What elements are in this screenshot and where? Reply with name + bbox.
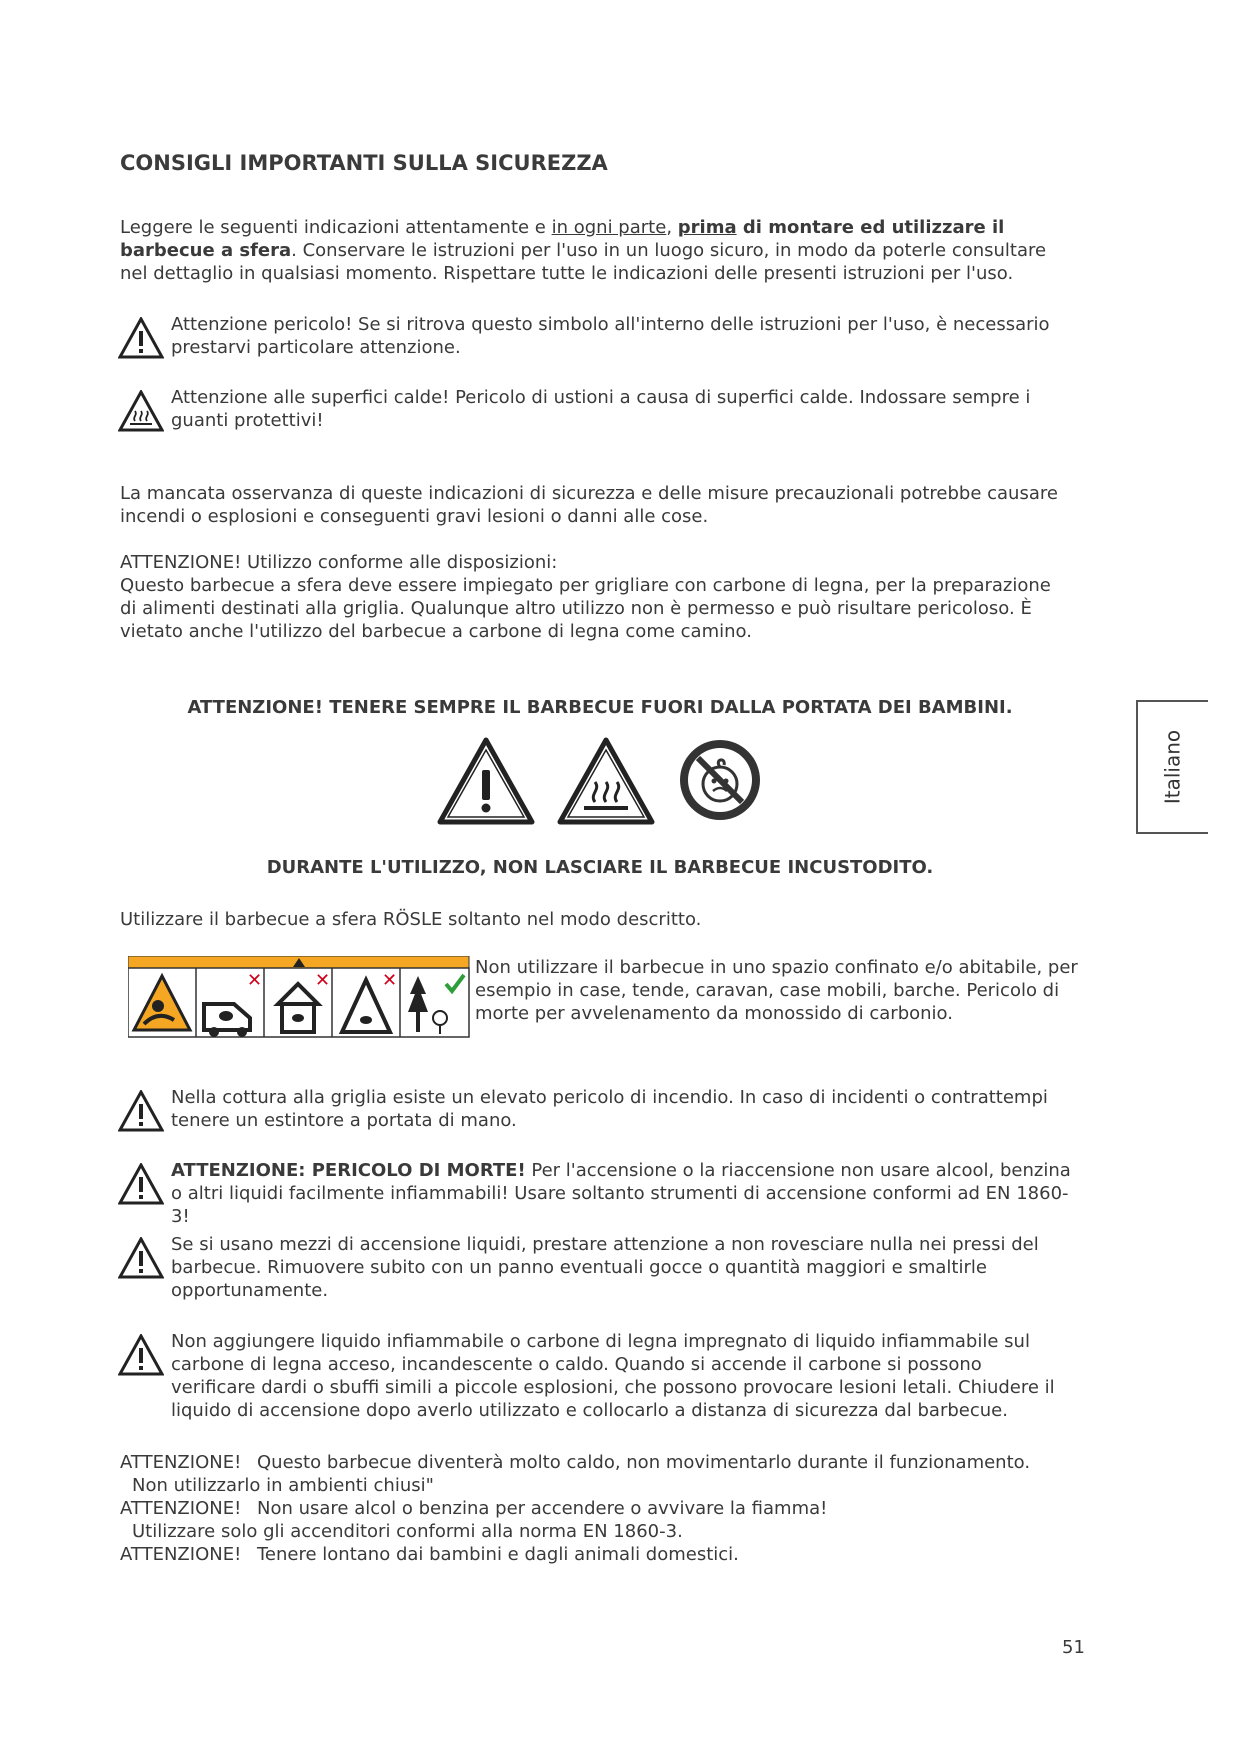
- intro-bold: di montare ed utilizzare il barbecue a sfera: [120, 217, 1005, 261]
- no-children-icon: [680, 740, 760, 820]
- intro-rest: . Conservare le istruzioni per l'uso in un luogo sicuro, in modo da poterle consultare nel dettaglio in qualsiasi momento. Rispettare tutte le indicazioni delle presenti istruzioni per l'uso.: [120, 240, 1047, 284]
- warning-triangle-icon: [118, 1163, 164, 1205]
- use-only-statement: Utilizzare il barbecue a sfera RÖSLE soltanto nel modo descritto.: [120, 909, 702, 930]
- page-number: 51: [1062, 1637, 1085, 1658]
- symbol-warning-text: Attenzione alle superfici calde! Pericolo di ustioni a causa di superfici calde. Indossare sempre i guanti protettivi!: [171, 387, 1031, 431]
- attention-label: ATTENZIONE!: [120, 1498, 242, 1519]
- warning-text: [171, 1233, 1071, 1302]
- warning-body: Nella cottura alla griglia esiste un elevato pericolo di incendio. In caso di incidenti o contrattempi tenere un estintore a portata di mano.: [171, 1087, 1048, 1131]
- attention-line: [120, 1474, 1030, 1497]
- warning-triangle-icon: [118, 1334, 164, 1376]
- intro-text: Leggere le seguenti indicazioni attentamente e: [120, 217, 552, 238]
- warning-bold: ATTENZIONE: PERICOLO DI MORTE!: [171, 1160, 526, 1181]
- attention-label: ATTENZIONE!: [120, 1544, 242, 1565]
- attention-label: ATTENZIONE!: [120, 1452, 242, 1473]
- svg-text:✕: ✕: [315, 970, 331, 991]
- intended-use-text: Questo barbecue a sfera deve essere impiegato per grigliare con carbone di legna, per la preparazione di alimenti destinati alla griglia. Qualunque altro utilizzo non è permesso e può risultare pericoloso. È vietato anche l'utilizzo del barbecue a carbone di legna come camino.: [120, 575, 1051, 642]
- large-hot-surface-icon: [560, 740, 652, 822]
- attention-text: Questo barbecue diventerà molto caldo, non movimentarlo durante il funzionamento.: [257, 1452, 1031, 1473]
- confined-space-text: Non utilizzare il barbecue in uno spazio confinato e/o abitabile, per esempio in case, tende, caravan, case mobili, barche. Pericolo di morte per avvelenamento da monossido di carbonio.: [475, 957, 1078, 1024]
- warning-body: Se si usano mezzi di accensione liquidi, prestare attenzione a non rovesciare nulla nei pressi del barbecue. Rimuovere subito con un panno eventuali gocce o quantità maggiori e smaltirle opportunamente.: [171, 1234, 1039, 1301]
- warning-body: Per l'accensione o la riaccensione non usare alcool, benzina o altri liquidi facilmente infiammabili! Usare soltanto strumenti di accensione conformi ad EN 1860-3!: [171, 1160, 1071, 1227]
- attention-text: Utilizzare solo gli accenditori conformi alla norma EN 1860-3.: [132, 1521, 683, 1542]
- symbol-warning-text: Attenzione pericolo! Se si ritrova questo simbolo all'interno delle istruzioni per l'uso, è necessario prestarvi particolare attenzione.: [171, 314, 1050, 358]
- hot-surface-icon: [118, 390, 164, 432]
- warning-triangle-icon: [118, 1237, 164, 1279]
- warning-triangle-icon: [118, 317, 164, 359]
- children-warning: ATTENZIONE! TENERE SEMPRE IL BARBECUE FUORI DALLA PORTATA DEI BAMBINI.: [187, 697, 1013, 718]
- intended-use-heading: ATTENZIONE! Utilizzo conforme alle disposizioni:: [120, 552, 558, 573]
- intro-bold-underlined: prima: [677, 217, 737, 238]
- pictogram-row: [436, 736, 766, 828]
- page-title: CONSIGLI IMPORTANTI SULLA SICUREZZA: [120, 151, 608, 175]
- warning-text: [171, 1086, 1071, 1132]
- attention-list: [120, 1451, 1030, 1566]
- attention-line: [120, 1543, 1030, 1566]
- intro-underlined: in ogni parte: [551, 217, 667, 238]
- warning-body: Non aggiungere liquido infiammabile o carbone di legna impregnato di liquido infiammabile sul carbone di legna acceso, incandescente o caldo. Quando si accende il carbone si possono verificare dardi o sbuffi simili a piccole esplosioni, che possono provocare lesioni letali. Chiudere il liquido di accensione dopo averlo utilizzato e collocarlo a distanza di sicurezza dal barbecue.: [171, 1331, 1055, 1421]
- svg-text:✕: ✕: [247, 970, 263, 991]
- attention-line: [120, 1497, 1030, 1520]
- non-observance-paragraph: La mancata osservanza di queste indicazioni di sicurezza e delle misure precauzionali potrebbe causare incendi o esplosioni e conseguenti gravi lesioni o danni alle cose.: [120, 483, 1058, 527]
- language-tab: [1136, 700, 1208, 834]
- warning-text: [171, 1159, 1071, 1228]
- attention-line: [120, 1451, 1030, 1474]
- attention-line: [120, 1520, 1030, 1543]
- intro-comma: ,: [666, 217, 678, 238]
- warning-triangle-icon: [118, 1090, 164, 1132]
- attention-text: Tenere lontano dai bambini e dagli animali domestici.: [257, 1544, 739, 1565]
- attention-text: Non usare alcol o benzina per accendere o avvivare la fiamma!: [257, 1498, 828, 1519]
- language-tab-label: Italiano: [1160, 729, 1185, 805]
- confined-space-pictogram: [128, 956, 470, 1038]
- svg-text:✕: ✕: [382, 970, 398, 991]
- large-warning-icon: [440, 740, 532, 822]
- attention-text: Non utilizzarlo in ambienti chiusi": [132, 1475, 434, 1496]
- unattended-warning: DURANTE L'UTILIZZO, NON LASCIARE IL BARBECUE INCUSTODITO.: [266, 857, 934, 878]
- warning-text: [171, 1330, 1071, 1422]
- intro-paragraph: [120, 216, 1070, 285]
